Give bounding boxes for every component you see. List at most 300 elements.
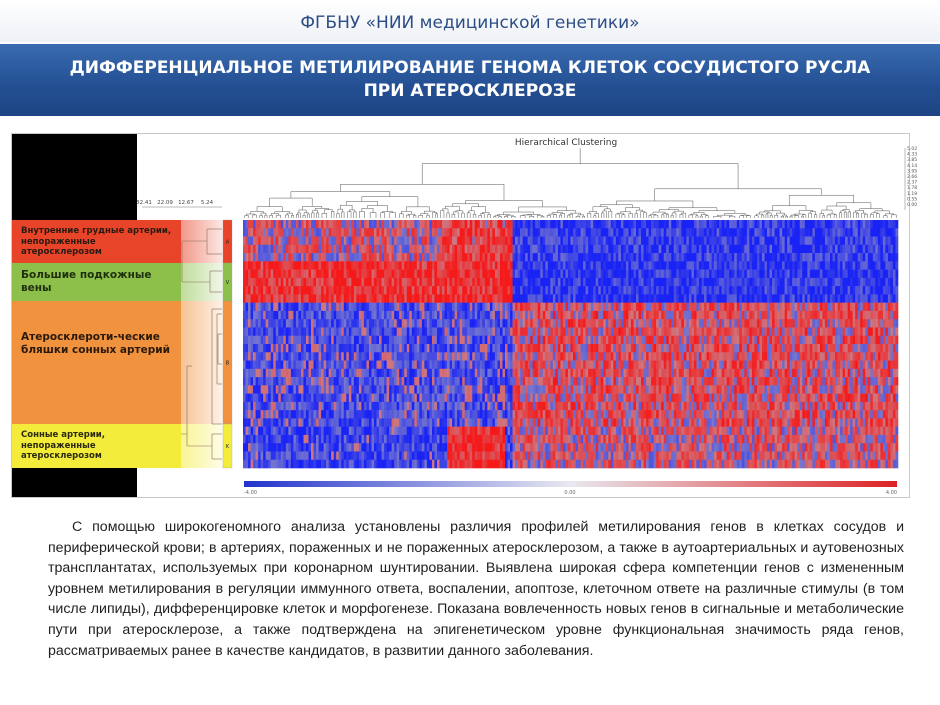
heatmap-cell (651, 261, 654, 270)
heatmap-cell (772, 261, 775, 270)
heatmap-cell (283, 311, 286, 320)
heatmap-cell (303, 261, 306, 270)
heatmap-cell (271, 278, 274, 287)
heatmap-cell (344, 286, 347, 295)
heatmap-cell (434, 303, 437, 312)
heatmap-cell (538, 270, 541, 279)
heatmap-cell (895, 303, 898, 312)
heatmap-cell (460, 270, 463, 279)
heatmap-cell (508, 228, 511, 237)
heatmap-cell (712, 327, 715, 336)
heatmap-cell (747, 245, 750, 254)
heatmap-cell (502, 253, 505, 262)
heatmap-cell (586, 319, 589, 328)
heatmap-cell (838, 311, 841, 320)
heatmap-cell (754, 237, 757, 246)
heatmap-cell (427, 245, 430, 254)
heatmap-cell (412, 278, 415, 287)
heatmap-cell (256, 319, 259, 328)
heatmap-cell (646, 286, 649, 295)
heatmap-cell (686, 261, 689, 270)
heatmap-cell (576, 319, 579, 328)
heatmap-cell (639, 303, 642, 312)
heatmap-cell (707, 237, 710, 246)
heatmap-cell (354, 303, 357, 312)
heatmap-cell (767, 278, 770, 287)
heatmap-cell (460, 344, 463, 353)
heatmap-cell (777, 270, 780, 279)
heatmap-cell (606, 303, 609, 312)
heatmap-cell (331, 319, 334, 328)
heatmap-cell (792, 237, 795, 246)
heatmap-cell (351, 303, 354, 312)
heatmap-cell (618, 319, 621, 328)
heatmap-cell (288, 278, 291, 287)
heatmap-cell (278, 220, 281, 229)
heatmap-cell (528, 245, 531, 254)
heatmap-cell (800, 220, 803, 229)
heatmap-cell (334, 319, 337, 328)
heatmap-cell (633, 336, 636, 345)
heatmap-cell (696, 311, 699, 320)
heatmap-cell (885, 261, 888, 270)
heatmap-cell (445, 336, 448, 345)
heatmap-cell (482, 303, 485, 312)
heatmap-cell (397, 336, 400, 345)
heatmap-cell (782, 237, 785, 246)
heatmap-cell (256, 270, 259, 279)
heatmap-cell (407, 286, 410, 295)
heatmap-cell (888, 286, 891, 295)
heatmap-cell (538, 220, 541, 229)
heatmap-cell (288, 245, 291, 254)
heatmap-cell (422, 286, 425, 295)
heatmap-cell (820, 327, 823, 336)
heatmap-cell (810, 245, 813, 254)
heatmap-cell (286, 344, 289, 353)
heatmap-cell (757, 327, 760, 336)
heatmap-cell (266, 294, 269, 303)
heatmap-cell (717, 311, 720, 320)
heatmap-cell (437, 319, 440, 328)
heatmap-cell (293, 253, 296, 262)
heatmap-cell (533, 319, 536, 328)
heatmap-cell (593, 344, 596, 353)
heatmap-cell (717, 286, 720, 295)
heatmap-cell (389, 303, 392, 312)
heatmap-cell (863, 261, 866, 270)
heatmap-cell (694, 253, 697, 262)
heatmap-cell (293, 344, 296, 353)
heatmap-cell (502, 303, 505, 312)
heatmap-cell (508, 344, 511, 353)
heatmap-cell (568, 319, 571, 328)
heatmap-cell (550, 344, 553, 353)
heatmap-cell (860, 294, 863, 303)
heatmap-cell (243, 344, 246, 353)
heatmap-cell (785, 327, 788, 336)
heatmap-cell (684, 278, 687, 287)
heatmap-cell (578, 237, 581, 246)
heatmap-cell (661, 311, 664, 320)
heatmap-cell (261, 253, 264, 262)
heatmap-cell (598, 261, 601, 270)
heatmap-cell (432, 311, 435, 320)
heatmap-cell (873, 270, 876, 279)
heatmap-cell (644, 261, 647, 270)
heatmap-cell (732, 237, 735, 246)
heatmap-cell (742, 327, 745, 336)
heatmap-cell (686, 237, 689, 246)
heatmap-cell (321, 294, 324, 303)
heatmap-cell (674, 303, 677, 312)
heatmap-cell (639, 253, 642, 262)
heatmap-cell (795, 237, 798, 246)
heatmap-cell (558, 228, 561, 237)
heatmap-cell (452, 294, 455, 303)
heatmap-cell (812, 294, 815, 303)
heatmap-cell (855, 253, 858, 262)
heatmap-cell (540, 303, 543, 312)
heatmap-cell (470, 278, 473, 287)
heatmap-cell (301, 270, 304, 279)
heatmap-cell (467, 319, 470, 328)
heatmap-cell (460, 286, 463, 295)
heatmap-cell (361, 344, 364, 353)
heatmap-cell (802, 261, 805, 270)
heatmap-cell (754, 261, 757, 270)
heatmap-cell (752, 311, 755, 320)
heatmap-cell (364, 270, 367, 279)
heatmap-cell (510, 245, 513, 254)
heatmap-cell (409, 294, 412, 303)
heatmap-cell (427, 286, 430, 295)
heatmap-cell (256, 237, 259, 246)
heatmap-cell (674, 245, 677, 254)
heatmap-cell (515, 270, 518, 279)
heatmap-cell (271, 220, 274, 229)
group-code-label: B (225, 360, 230, 367)
heatmap-cell (560, 311, 563, 320)
heatmap-cell (364, 319, 367, 328)
heatmap-cell (316, 270, 319, 279)
heatmap-cell (812, 327, 815, 336)
heatmap-cell (505, 220, 508, 229)
heatmap-cell (895, 294, 898, 303)
heatmap-cell (601, 311, 604, 320)
heatmap-cell (659, 261, 662, 270)
heatmap-cell (437, 336, 440, 345)
heatmap-cell (246, 327, 249, 336)
heatmap-cell (533, 344, 536, 353)
heatmap-cell (457, 261, 460, 270)
heatmap-cell (316, 344, 319, 353)
heatmap-cell (394, 237, 397, 246)
heatmap-cell (563, 336, 566, 345)
heatmap-cell (266, 220, 269, 229)
heatmap-cell (495, 278, 498, 287)
heatmap-cell (729, 311, 732, 320)
heatmap-cell (266, 270, 269, 279)
heatmap-cell (520, 245, 523, 254)
heatmap-cell (795, 270, 798, 279)
heatmap-cell (336, 270, 339, 279)
heatmap-cell (442, 319, 445, 328)
heatmap-cell (684, 336, 687, 345)
heatmap-cell (377, 270, 380, 279)
heatmap-cell (311, 294, 314, 303)
heatmap-cell (664, 319, 667, 328)
heatmap-cell (618, 220, 621, 229)
heatmap-cell (795, 278, 798, 287)
heatmap-cell (462, 278, 465, 287)
heatmap-cell (875, 278, 878, 287)
heatmap-cell (510, 278, 513, 287)
heatmap-cell (535, 344, 538, 353)
heatmap-cell (737, 303, 740, 312)
heatmap-cell (830, 327, 833, 336)
heatmap-cell (636, 237, 639, 246)
heatmap-cell (792, 327, 795, 336)
heatmap-cell (679, 237, 682, 246)
heatmap-cell (258, 344, 261, 353)
heatmap-cell (704, 336, 707, 345)
heatmap-cell (878, 237, 881, 246)
heatmap-cell (895, 319, 898, 328)
heatmap-cell (309, 303, 312, 312)
heatmap-cell (334, 261, 337, 270)
heatmap-cell (770, 237, 773, 246)
heatmap-cell (719, 311, 722, 320)
heatmap-cell (515, 261, 518, 270)
heatmap-cell (843, 228, 846, 237)
heatmap-cell (606, 237, 609, 246)
heatmap-cell (870, 294, 873, 303)
heatmap-cell (654, 228, 657, 237)
heatmap-cell (419, 286, 422, 295)
heatmap-cell (596, 303, 599, 312)
heatmap-cell (334, 270, 337, 279)
heatmap-cell (525, 237, 528, 246)
heatmap-cell (593, 220, 596, 229)
heatmap-cell (707, 286, 710, 295)
heatmap-cell (878, 278, 881, 287)
heatmap-cell (649, 228, 652, 237)
heatmap-cell (248, 336, 251, 345)
heatmap-cell (382, 294, 385, 303)
heatmap-cell (848, 237, 851, 246)
heatmap-cell (256, 311, 259, 320)
heatmap-cell (480, 327, 483, 336)
heatmap-cell (762, 336, 765, 345)
heatmap-cell (691, 253, 694, 262)
heatmap-cell (455, 286, 458, 295)
heatmap-cell (281, 237, 284, 246)
heatmap-cell (699, 220, 702, 229)
heatmap-cell (490, 303, 493, 312)
heatmap-cell (593, 253, 596, 262)
heatmap-cell (296, 327, 299, 336)
heatmap-cell (540, 245, 543, 254)
heatmap-cell (515, 294, 518, 303)
heatmap-cell (361, 311, 364, 320)
heatmap-cell (578, 327, 581, 336)
heatmap-cell (487, 261, 490, 270)
heatmap-cell (422, 253, 425, 262)
heatmap-cell (545, 237, 548, 246)
heatmap-cell (865, 311, 868, 320)
heatmap-cell (805, 327, 808, 336)
heatmap-cell (636, 319, 639, 328)
heatmap-cell (457, 245, 460, 254)
heatmap-cell (739, 228, 742, 237)
heatmap-cell (349, 294, 352, 303)
heatmap-cell (377, 261, 380, 270)
heatmap-cell (679, 253, 682, 262)
heatmap-cell (356, 303, 359, 312)
heatmap-cell (858, 303, 861, 312)
heatmap-cell (764, 327, 767, 336)
heatmap-cell (651, 220, 654, 229)
heatmap-cell (868, 294, 871, 303)
heatmap-cell (767, 336, 770, 345)
heatmap-cell (669, 270, 672, 279)
heatmap-cell (586, 344, 589, 353)
heatmap-cell (271, 245, 274, 254)
heatmap-cell (492, 319, 495, 328)
heatmap-cell (895, 278, 898, 287)
heatmap-cell (729, 261, 732, 270)
heatmap-cell (628, 303, 631, 312)
heatmap-cell (875, 327, 878, 336)
heatmap-cell (520, 311, 523, 320)
heatmap-cell (684, 344, 687, 353)
heatmap-cell (646, 303, 649, 312)
heatmap-cell (742, 220, 745, 229)
heatmap-cell (278, 245, 281, 254)
heatmap-cell (326, 228, 329, 237)
heatmap-cell (545, 245, 548, 254)
heatmap-cell (576, 270, 579, 279)
title-line-1: ДИФФЕРЕНЦИАЛЬНОЕ МЕТИЛИРОВАНИЕ ГЕНОМА КЛЕТОК СОСУДИСТОГО РУСЛА (69, 58, 871, 78)
heatmap-cell (296, 336, 299, 345)
heatmap-cell (450, 294, 453, 303)
heatmap-cell (618, 286, 621, 295)
heatmap-cell (888, 336, 891, 345)
heatmap-cell (631, 261, 634, 270)
heatmap-cell (782, 270, 785, 279)
heatmap-cell (825, 237, 828, 246)
heatmap-cell (248, 278, 251, 287)
heatmap-cell (729, 319, 732, 328)
heatmap-cell (853, 294, 856, 303)
heatmap-cell (598, 237, 601, 246)
heatmap-cell (838, 278, 841, 287)
heatmap-cell (759, 253, 762, 262)
heatmap-cell (470, 294, 473, 303)
heatmap-cell (578, 253, 581, 262)
heatmap-cell (684, 327, 687, 336)
heatmap-cell (500, 311, 503, 320)
heatmap-cell (281, 261, 284, 270)
heatmap-cell (470, 228, 473, 237)
heatmap-cell (820, 228, 823, 237)
heatmap-cell (377, 319, 380, 328)
heatmap-cell (623, 278, 626, 287)
heatmap-cell (603, 253, 606, 262)
heatmap-cell (880, 286, 883, 295)
heatmap-cell (316, 253, 319, 262)
heatmap-cell (520, 327, 523, 336)
heatmap-cell (387, 294, 390, 303)
heatmap-cell (268, 327, 271, 336)
heatmap-cell (636, 327, 639, 336)
heatmap-cell (787, 294, 790, 303)
heatmap-cell (684, 245, 687, 254)
heatmap-cell (752, 278, 755, 287)
heatmap-cell (890, 261, 893, 270)
heatmap-cell (437, 327, 440, 336)
heatmap-cell (402, 336, 405, 345)
heatmap-cell (450, 319, 453, 328)
heatmap-cell (608, 253, 611, 262)
heatmap-cell (397, 327, 400, 336)
heatmap-cell (319, 270, 322, 279)
heatmap-cell (480, 303, 483, 312)
heatmap-cell (633, 303, 636, 312)
heatmap-cell (248, 344, 251, 353)
heatmap-cell (681, 237, 684, 246)
heatmap-cell (422, 220, 425, 229)
heatmap-cell (434, 336, 437, 345)
heatmap-cell (840, 286, 843, 295)
heatmap-cell (696, 220, 699, 229)
heatmap-cell (712, 261, 715, 270)
heatmap-cell (895, 220, 898, 229)
heatmap-cell (848, 294, 851, 303)
heatmap-cell (445, 286, 448, 295)
heatmap-cell (276, 228, 279, 237)
heatmap-cell (324, 286, 327, 295)
heatmap-cell (548, 245, 551, 254)
slide-title (0, 44, 940, 116)
heatmap-cell (392, 270, 395, 279)
heatmap-cell (775, 311, 778, 320)
heatmap-cell (845, 228, 848, 237)
heatmap-cell (850, 261, 853, 270)
heatmap-cell (734, 336, 737, 345)
heatmap-cell (712, 228, 715, 237)
heatmap-cell (508, 270, 511, 279)
heatmap-cell (440, 245, 443, 254)
heatmap-cell (883, 336, 886, 345)
heatmap-cell (452, 237, 455, 246)
heatmap-cell (608, 228, 611, 237)
heatmap-cell (754, 220, 757, 229)
heatmap-cell (573, 220, 576, 229)
heatmap-cell (246, 303, 249, 312)
heatmap-cell (505, 278, 508, 287)
heatmap-cell (548, 311, 551, 320)
heatmap-cell (583, 245, 586, 254)
heatmap-cell (684, 286, 687, 295)
heatmap-cell (309, 270, 312, 279)
heatmap-cell (422, 237, 425, 246)
heatmap-cell (777, 245, 780, 254)
heatmap-cell (802, 228, 805, 237)
heatmap-cell (825, 245, 828, 254)
heatmap-cell (822, 327, 825, 336)
